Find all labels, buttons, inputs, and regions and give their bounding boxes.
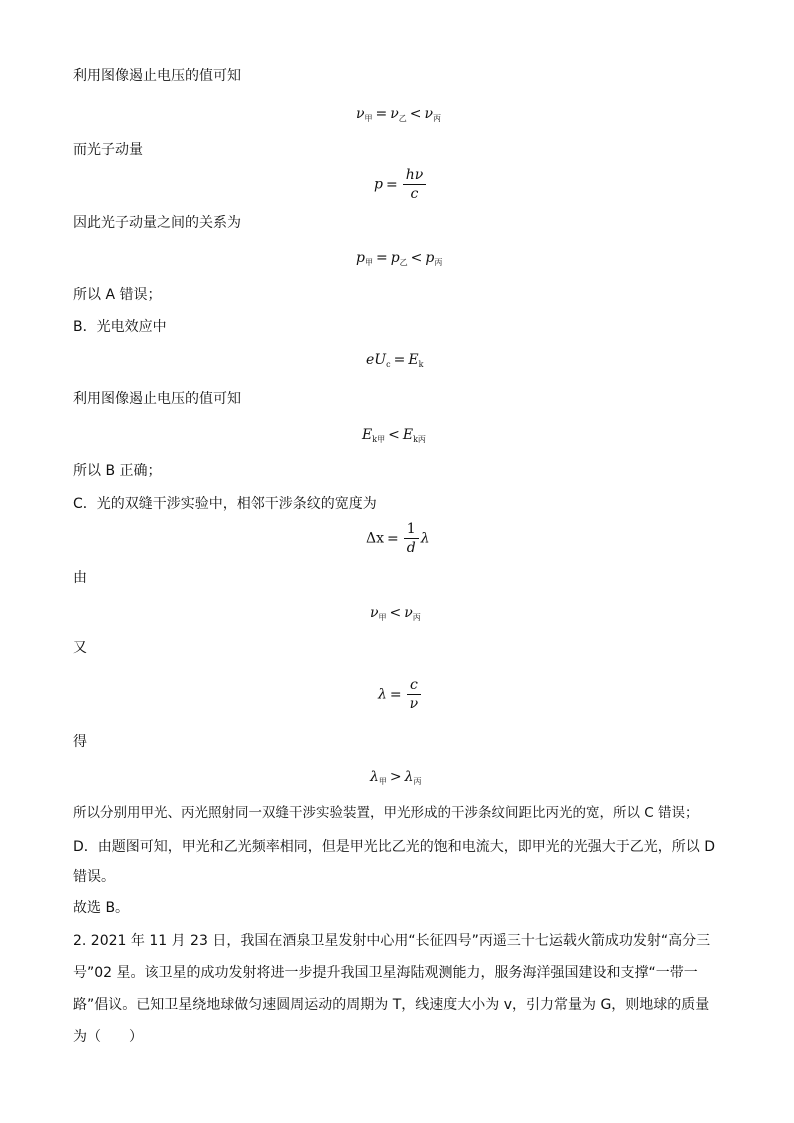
text-line-11: 得 bbox=[73, 734, 87, 750]
text-line-1: 利用图像遏止电压的值可知 bbox=[73, 68, 241, 84]
question-2-text: 2. 2021 年 11 月 23 日，我国在酒泉卫星发射中心用“长征四号”丙遥三十七运载火箭成功发射“高分三号”02 星。该卫星的成功发射将进一步提升我国卫星海陆观测能力，服务海洋强国建设和支撑“一带一路”倡议。已知卫星绕地球做匀速圆周运动的周期为 T，线速度大小为 v，引力常量为 G，则地球的质量为（ ） bbox=[73, 933, 711, 1045]
equation-fringe-width: Δx = $\frac{1}{d}$ λ bbox=[366, 521, 430, 556]
text-line-4: 所以 A 错误； bbox=[73, 287, 162, 303]
text-line-14: 故选 B。 bbox=[73, 900, 130, 916]
text-line-7: 所以 B 正确； bbox=[73, 463, 162, 479]
text-line-9: 由 bbox=[73, 570, 87, 586]
text-line-5: B．光电效应中 bbox=[73, 319, 167, 335]
equation-photon-momentum: p = $\frac{h\nu}{c}$ bbox=[374, 166, 428, 203]
equation-frequency-compare: $\nu_甲 < \nu_丙$ bbox=[370, 605, 421, 622]
equation-wavelength-compare: $\lambda_甲 > \lambda_丙$ bbox=[370, 769, 422, 786]
equation-kinetic-energy-relation: $E_{k甲} < E_{k丙}$ bbox=[362, 427, 426, 444]
text-line-10: 又 bbox=[73, 640, 87, 656]
text-line-12: 所以分别用甲光、丙光照射同一双缝干涉实验装置，甲光形成的干涉条纹间距比丙光的宽，所以 C 错误； bbox=[73, 805, 699, 821]
equation-photoelectric: $eU_c = E_k$ bbox=[366, 352, 424, 369]
equation-wavelength: λ = $\frac{c}{\nu}$ bbox=[378, 676, 423, 713]
text-line-6: 利用图像遏止电压的值可知 bbox=[73, 391, 241, 407]
text-line-3: 因此光子动量之间的关系为 bbox=[73, 215, 241, 231]
text-line-8: C．光的双缝干涉实验中，相邻干涉条纹的宽度为 bbox=[73, 496, 377, 512]
text-line-13: D．由题图可知，甲光和乙光频率相同，但是甲光比乙光的饱和电流大，即甲光的光强大于乙光，所以 D 错误。 bbox=[73, 839, 716, 885]
equation-frequency-relation: $\nu_甲 = \nu_乙 < \nu_丙$ bbox=[356, 106, 442, 123]
text-line-2: 而光子动量 bbox=[73, 142, 143, 158]
equation-momentum-relation: $p_甲 = p_乙 < p_丙$ bbox=[356, 250, 443, 267]
